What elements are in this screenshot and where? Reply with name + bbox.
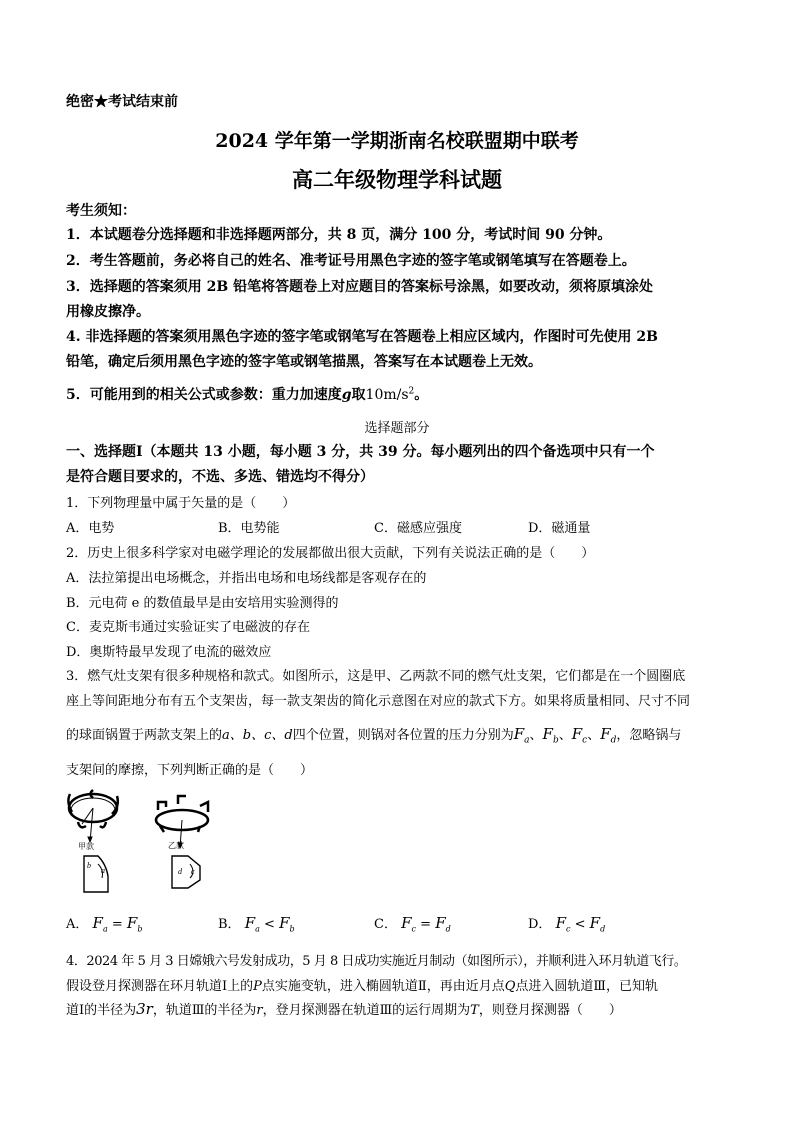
label-d: d: [178, 867, 182, 876]
part1-instructions: 是符合题目要求的，不选、多选、错选均不得分）: [66, 469, 374, 485]
q3-option-d: D． $F_c < F_d$: [528, 914, 606, 934]
q4-stem: 假设登月探测器在环月轨道Ⅰ上的P点实施变轨，进入椭圆轨道Ⅱ，再由近月点Q点进入圆轨道Ⅲ，已知轨: [66, 979, 658, 994]
notice-item: 用橡皮擦净。: [66, 304, 150, 320]
confidential-mark: 绝密★考试结束前: [66, 94, 178, 110]
tooth-yi: [172, 856, 200, 888]
notice-item: 1．本试题卷分选择题和非选择题两部分，共 8 页，满分 100 分，考试时间 90 分钟。: [66, 227, 612, 243]
q2-option-b: B．元电荷 e 的数值最早是由安培用实验测得的: [66, 596, 339, 611]
q3-option-c: C． $F_c = F_d$: [374, 914, 451, 934]
q1-option-b: B．电势能: [218, 521, 280, 536]
notice-item: 2．考生答题前，务必将自己的姓名、准考证号用黑色字迹的签字笔或钢笔填写在答题卷上。: [66, 253, 636, 269]
exam-subtitle: 高二年级物理学科试题: [292, 167, 502, 192]
label-jia: 甲款: [78, 842, 94, 851]
q3-stem: 支架间的摩擦，下列判断正确的是（ ）: [66, 763, 314, 778]
q1-stem: 1．下列物理量中属于矢量的是（ ）: [66, 496, 296, 511]
stand-jia-diagram: [68, 790, 117, 842]
label-b: b: [87, 861, 91, 870]
q2-option-d: D．奥斯特最早发现了电流的磁效应: [66, 645, 272, 660]
section-title: 选择题部分: [364, 421, 430, 436]
q3-figure: [60, 784, 230, 904]
q1-option-c: C．磁感应强度: [374, 521, 462, 536]
q3-stem: 座上等间距地分布有五个支架齿，每一款支架齿的简化示意图在对应的款式下方。如果将质量相同、尺寸不同: [66, 694, 691, 709]
notice-item: 铅笔，确定后须用黑色字迹的签字笔或钢笔描黑，答案写在本试题卷上无效。: [66, 354, 542, 370]
q4-stem: 道Ⅰ的半径为3r，轨道Ⅲ的半径为r，登月探测器在轨道Ⅲ的运行周期为T，则登月探测器（ ）: [66, 1000, 622, 1018]
q2-option-a: A．法拉第提出电场概念，并指出电场和电场线都是客观存在的: [66, 571, 427, 586]
q1-option-a: A．电势: [66, 521, 115, 536]
notice-item: 3．选择题的答案须用 2B 铅笔将答题卷上对应题目的答案标号涂黑，如要改动，须将原填涂处: [66, 279, 654, 295]
notice-item: 4. 非选择题的答案须用黑色字迹的签字笔或钢笔写在答题卷上相应区域内，作图时可先使用 2B: [66, 329, 658, 345]
q4-stem: 4．2024 年 5 月 3 日嫦娥六号发射成功，5 月 8 日成功实施近月制动（如图所示），并顺利进入环月轨道飞行。: [66, 954, 687, 969]
label-c: c: [191, 867, 195, 876]
label-a: a: [101, 866, 105, 875]
q3-stem: 的球面锅置于两款支架上的a、b、c、d四个位置，则锅对各位置的压力分别为$F_a$、$F_b$、$F_c$、$F_d$，忽略锅与: [66, 725, 682, 746]
q3-stem: 3．燃气灶支架有很多种规格和款式。如图所示，这是甲、乙两款不同的燃气灶支架，它们都是在一个圆圈底: [66, 669, 686, 684]
q2-option-c: C．麦克斯韦通过实验证实了电磁波的存在: [66, 620, 310, 635]
notice-item-5: 5．可能用到的相关公式或参数：重力加速度g取$10m/s^2$。: [66, 386, 429, 403]
exam-title: 2024 学年第一学期浙南名校联盟期中联考: [215, 130, 579, 152]
notice-heading: 考生须知：: [66, 203, 136, 219]
label-yi: 乙款: [168, 841, 184, 850]
q1-option-d: D．磁通量: [528, 521, 591, 536]
q2-stem: 2．历史上很多科学家对电磁学理论的发展都做出很大贡献，下列有关说法正确的是（ ）: [66, 546, 595, 561]
q3-option-b: B． $F_a < F_b$: [218, 914, 295, 934]
part1-instructions: 一、选择题Ⅰ（本题共 13 小题，每小题 3 分，共 39 分。每小题列出的四个备选项中只有一个: [66, 444, 655, 460]
q3-option-a: A． $F_a = F_b$: [66, 914, 143, 934]
